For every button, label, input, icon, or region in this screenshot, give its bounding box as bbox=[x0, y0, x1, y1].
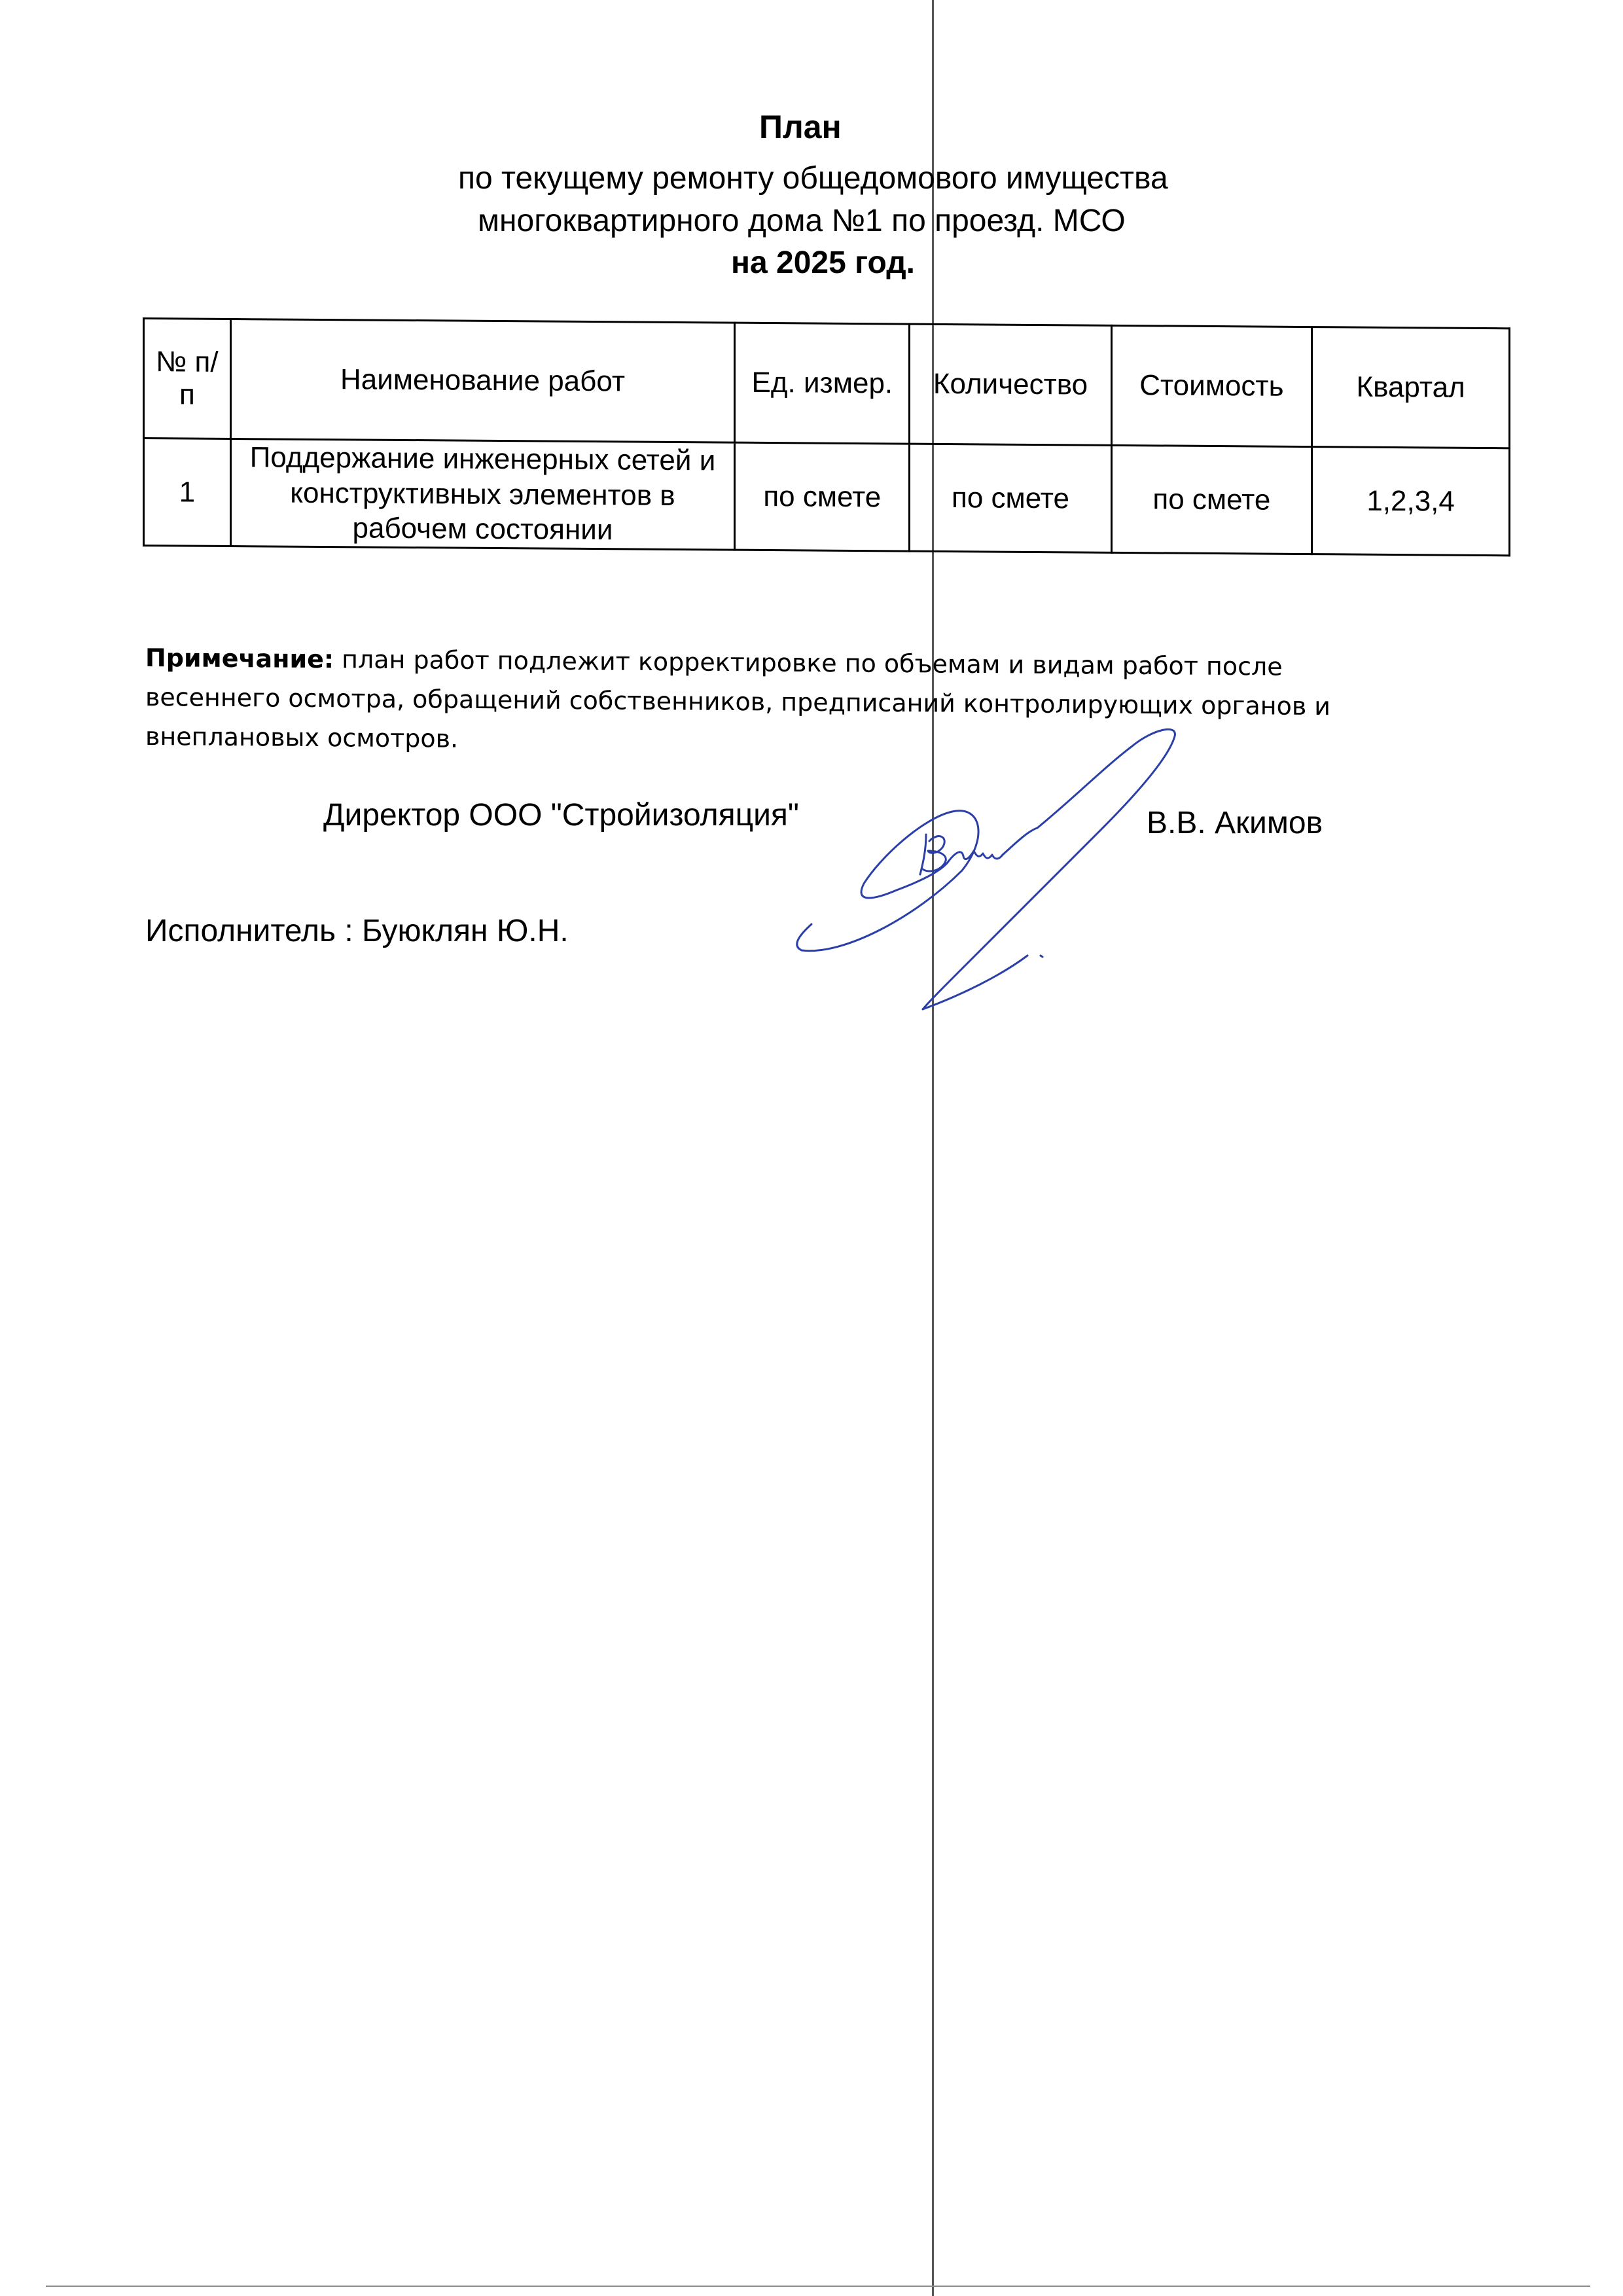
document-title: План bbox=[759, 109, 842, 145]
row-quarter: 1,2,3,4 bbox=[1312, 447, 1510, 556]
header-cost: Стоимость bbox=[1111, 325, 1312, 446]
row-unit: по смете bbox=[735, 442, 910, 551]
header-number: № п/п bbox=[144, 319, 231, 439]
row-work-name: Поддержание инженерных сетей и конструктивных элементов в рабочем состоянии bbox=[230, 439, 735, 550]
header-quantity: Количество bbox=[910, 324, 1111, 445]
row-number: 1 bbox=[144, 439, 231, 547]
scan-bottom-edge bbox=[46, 2286, 1590, 2287]
header-quarter: Квартал bbox=[1312, 327, 1510, 448]
repair-plan-table bbox=[143, 317, 1510, 556]
row-quantity: по смете bbox=[910, 444, 1111, 552]
header-unit: Ед. измер. bbox=[735, 323, 910, 444]
director-title: Директор ООО "Стройизоляция" bbox=[323, 798, 799, 833]
note-text: план работ подлежит корректировке по объемам и видам работ после весеннего осмотра, обращений собственников, предписаний контролирующих органов и внеплановых осмотров. bbox=[145, 645, 1330, 753]
handwritten-signature bbox=[766, 720, 1185, 1021]
executor-line: Исполнитель : Буюклян Ю.Н. bbox=[145, 914, 569, 948]
row-cost: по смете bbox=[1111, 445, 1312, 554]
title-subline-1: по текущему ремонту общедомового имущества bbox=[458, 161, 1168, 196]
director-name: В.В. Акимов bbox=[1147, 806, 1323, 840]
table-row bbox=[144, 439, 1510, 556]
table-header-row bbox=[144, 319, 1510, 448]
title-subline-2: многоквартирного дома №1 по проезд. МСО bbox=[478, 204, 1126, 238]
title-year: на 2025 год. bbox=[731, 245, 915, 280]
header-work-name: Наименование работ bbox=[230, 319, 735, 442]
note-label: Примечание: bbox=[145, 643, 334, 674]
